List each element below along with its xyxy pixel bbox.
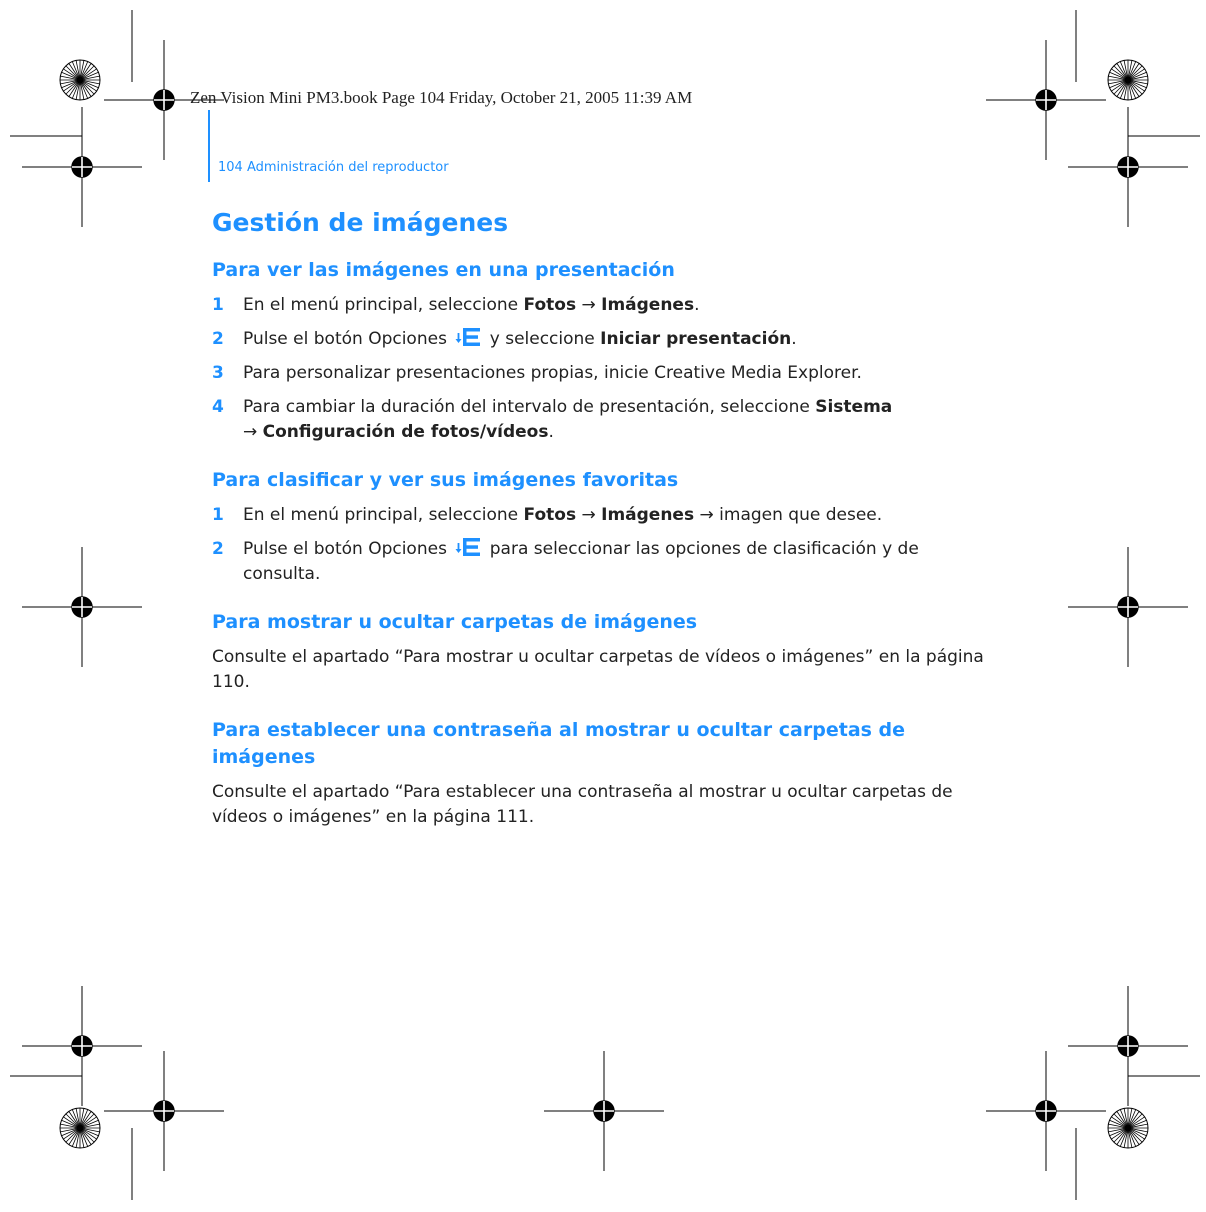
header-rule <box>208 110 210 182</box>
registration-mark-icon <box>22 547 142 667</box>
arrow: → <box>699 505 714 525</box>
starburst-target-icon <box>1108 60 1148 100</box>
step-number: 2 <box>212 329 224 349</box>
options-icon <box>455 537 481 557</box>
step-number: 4 <box>212 397 224 417</box>
section-heading-password: Para establecer una contraseña al mostrar u ocultar carpetas de imágenes <box>212 719 906 768</box>
registration-mark-icon <box>986 40 1106 160</box>
step-number: 2 <box>212 539 224 559</box>
section-heading-show-hide: Para mostrar u ocultar carpetas de imágenes <box>212 611 698 633</box>
page-title: Gestión de imágenes <box>212 208 509 237</box>
step-number: 1 <box>212 505 224 525</box>
arrow: → <box>243 422 258 442</box>
list-item: 4 Para cambiar la duración del intervalo de presentación, seleccione Sistema → Configuración de fotos/vídeos. <box>212 397 893 442</box>
book-slug: Zen Vision Mini PM3.book Page 104 Friday, October 21, 2005 11:39 AM <box>190 88 693 107</box>
registration-mark-icon <box>1068 986 1188 1106</box>
step-number: 1 <box>212 295 224 315</box>
page-content <box>212 208 992 830</box>
cross-reference-text: Consulte el apartado “Para establecer una contraseña al mostrar u ocultar carpetas de vídeos o imágenes” en la página 111. <box>212 782 953 827</box>
running-head: 104 Administración del reproductor <box>218 160 449 175</box>
arrow: → <box>581 505 596 525</box>
registration-mark-icon <box>22 986 142 1106</box>
section-heading-slideshow: Para ver las imágenes en una presentación <box>212 259 675 281</box>
registration-mark-icon <box>544 1051 664 1171</box>
list-item: 1 En el menú principal, seleccione Fotos → Imágenes. <box>212 293 992 318</box>
list-item: 2 Pulse el botón Opciones para seleccionar las opciones de clasificación y de consulta. <box>212 539 919 584</box>
registration-mark-icon <box>1068 107 1188 227</box>
starburst-target-icon <box>60 1108 100 1148</box>
list-item: 1 En el menú principal, seleccione Fotos → Imágenes → imagen que desee. <box>212 503 992 528</box>
options-icon <box>455 327 481 347</box>
slideshow-steps <box>212 293 992 445</box>
list-item: 3 Para personalizar presentaciones propias, inicie Creative Media Explorer. <box>212 361 992 386</box>
starburst-target-icon <box>60 60 100 100</box>
cross-reference-text: Consulte el apartado “Para mostrar u ocultar carpetas de vídeos o imágenes” en la página 110. <box>212 647 984 692</box>
favorites-steps <box>212 503 992 587</box>
step-number: 3 <box>212 363 224 383</box>
starburst-target-icon <box>1108 1108 1148 1148</box>
arrow: → <box>581 295 596 315</box>
list-item: 2 Pulse el botón Opciones y seleccione Iniciar presentación. <box>212 327 992 352</box>
registration-mark-icon <box>22 107 142 227</box>
registration-mark-icon <box>1068 547 1188 667</box>
section-heading-favorites: Para clasificar y ver sus imágenes favoritas <box>212 469 679 491</box>
registration-mark-icon <box>986 1051 1106 1171</box>
registration-mark-icon <box>104 1051 224 1171</box>
